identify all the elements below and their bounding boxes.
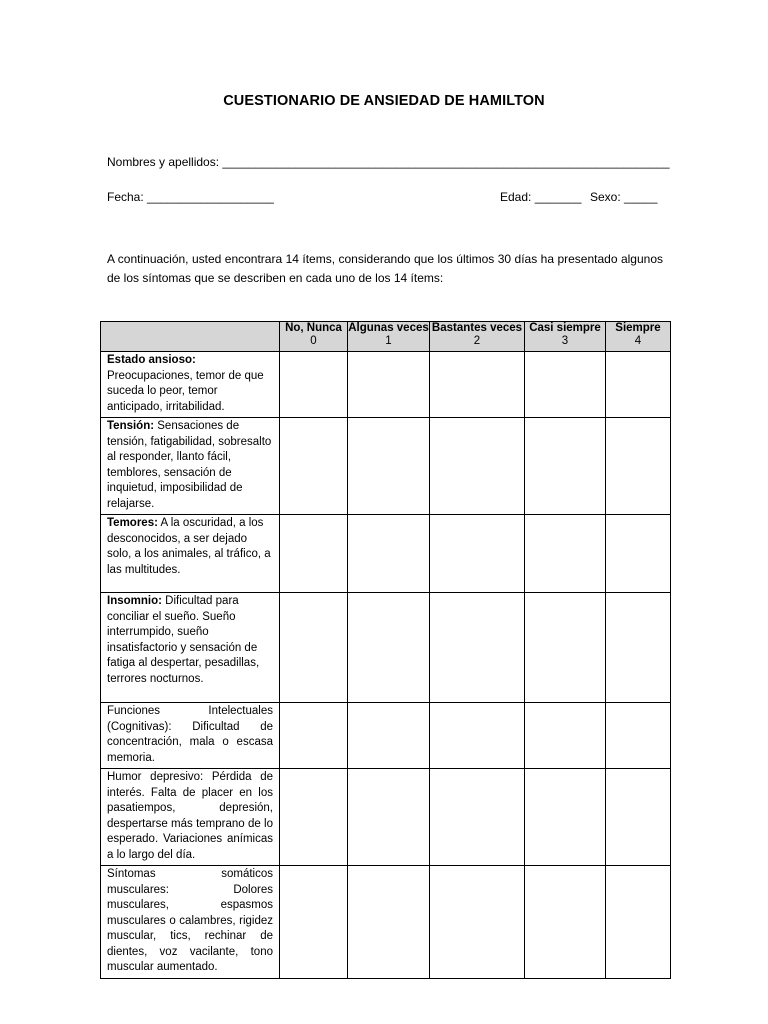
- answer-cell[interactable]: [606, 703, 671, 769]
- answer-cell[interactable]: [525, 866, 606, 979]
- item-text: Funciones Intelectuales (Cognitivas): Dificultad de concentración, mala o escasa memoria.: [107, 705, 273, 764]
- answer-cell[interactable]: [525, 515, 606, 593]
- answer-cell[interactable]: [280, 769, 348, 866]
- answer-cell[interactable]: [348, 515, 430, 593]
- column-label: Algunas veces: [348, 322, 429, 334]
- answer-cell[interactable]: [606, 352, 671, 418]
- table-header-row: [101, 322, 671, 352]
- header-corner-cell: [101, 322, 280, 352]
- item-name: Estado ansioso:: [107, 354, 196, 366]
- item-text: A la oscuridad, a los desconocidos, a ser dejado solo, a los animales, al tráfico, a las multitudes.: [107, 517, 271, 576]
- answer-cell[interactable]: [525, 418, 606, 515]
- page-title: CUESTIONARIO DE ANSIEDAD DE HAMILTON: [223, 93, 545, 109]
- answer-cell[interactable]: [348, 418, 430, 515]
- item-text: Humor depresivo: Pérdida de interés. Falta de placer en los pasatiempos, depresión, despertarse más temprano de lo esperado. Variaciones anímicas a lo largo del día.: [107, 771, 273, 861]
- item-description: [101, 593, 280, 703]
- column-label: Casi siempre: [529, 322, 601, 334]
- item-text: Síntomas somáticos musculares: Dolores musculares, espasmos musculares o calambres, rigidez muscular, tics, rechinar de dientes, voz vacilante, tono muscular aumentado.: [107, 868, 273, 973]
- column-label: No, Nunca: [285, 322, 342, 334]
- item-description: [101, 418, 280, 515]
- column-header: [525, 322, 606, 352]
- item-description: [101, 703, 280, 769]
- answer-cell[interactable]: [606, 769, 671, 866]
- answer-cell[interactable]: [525, 703, 606, 769]
- table-row: [101, 593, 671, 703]
- table-row: [101, 515, 671, 593]
- answer-cell[interactable]: [280, 866, 348, 979]
- item-description: [101, 515, 280, 593]
- item-text: Sensaciones de tensión, fatigabilidad, sobresalto al responder, llanto fácil, temblores, sensación de inquietud, imposibilidad de relajarse.: [107, 420, 272, 510]
- column-header: [606, 322, 671, 352]
- answer-cell[interactable]: [525, 593, 606, 703]
- answer-cell[interactable]: [606, 515, 671, 593]
- column-header: [280, 322, 348, 352]
- answer-cell[interactable]: [525, 769, 606, 866]
- table-row: [101, 352, 671, 418]
- column-label: Bastantes veces: [431, 322, 523, 334]
- intro-paragraph: A continuación, usted encontrara 14 ítems, considerando que los últimos 30 días ha presentado algunos de los síntomas que se describen en cada uno de los 14 ítems:: [107, 252, 663, 285]
- column-score: 4: [634, 335, 642, 347]
- column-score: 1: [385, 335, 392, 347]
- name-field-label: Nombres y apellidos: ___________________________________________________________________: [107, 155, 670, 169]
- answer-cell[interactable]: [430, 769, 525, 866]
- sex-field-label: Sexo: _____: [590, 190, 658, 204]
- answer-cell[interactable]: [430, 352, 525, 418]
- answer-cell[interactable]: [606, 593, 671, 703]
- answer-cell[interactable]: [430, 866, 525, 979]
- answer-cell[interactable]: [348, 593, 430, 703]
- column-label: Siempre: [615, 322, 661, 334]
- answer-cell[interactable]: [280, 703, 348, 769]
- answer-cell[interactable]: [280, 593, 348, 703]
- column-score: 0: [310, 335, 317, 347]
- item-text: Preocupaciones, temor de que suceda lo peor, temor anticipado, irritabilidad.: [107, 369, 264, 413]
- table-row: [101, 418, 671, 515]
- date-field-label: Fecha: ___________________: [107, 190, 274, 204]
- answer-cell[interactable]: [430, 515, 525, 593]
- answer-cell[interactable]: [348, 352, 430, 418]
- column-score: 2: [473, 335, 481, 347]
- answer-cell[interactable]: [348, 769, 430, 866]
- table-row: [101, 866, 671, 979]
- answer-cell[interactable]: [280, 418, 348, 515]
- table-row: [101, 769, 671, 866]
- age-field-label: Edad: _______: [500, 190, 582, 204]
- item-description: [101, 352, 280, 418]
- item-name: Temores:: [107, 517, 158, 529]
- answer-cell[interactable]: [280, 352, 348, 418]
- answer-cell[interactable]: [606, 866, 671, 979]
- answer-cell[interactable]: [430, 418, 525, 515]
- answer-cell[interactable]: [430, 593, 525, 703]
- item-name: Tensión:: [107, 420, 155, 432]
- answer-cell[interactable]: [280, 515, 348, 593]
- item-text: Dificultad para conciliar el sueño. Sueño interrumpido, sueño insatisfactorio y sensación de fatiga al despertar, pesadillas, terrores nocturnos.: [107, 595, 260, 685]
- answer-cell[interactable]: [606, 418, 671, 515]
- column-header: [348, 322, 430, 352]
- item-description: [101, 866, 280, 979]
- answer-cell[interactable]: [525, 352, 606, 418]
- table-row: [101, 703, 671, 769]
- item-description: [101, 769, 280, 866]
- item-name: Insomnio:: [107, 595, 162, 607]
- answer-cell[interactable]: [348, 866, 430, 979]
- column-header: [430, 322, 525, 352]
- answer-cell[interactable]: [348, 703, 430, 769]
- column-score: 3: [561, 335, 569, 347]
- questionnaire-table: [100, 321, 671, 979]
- answer-cell[interactable]: [430, 703, 525, 769]
